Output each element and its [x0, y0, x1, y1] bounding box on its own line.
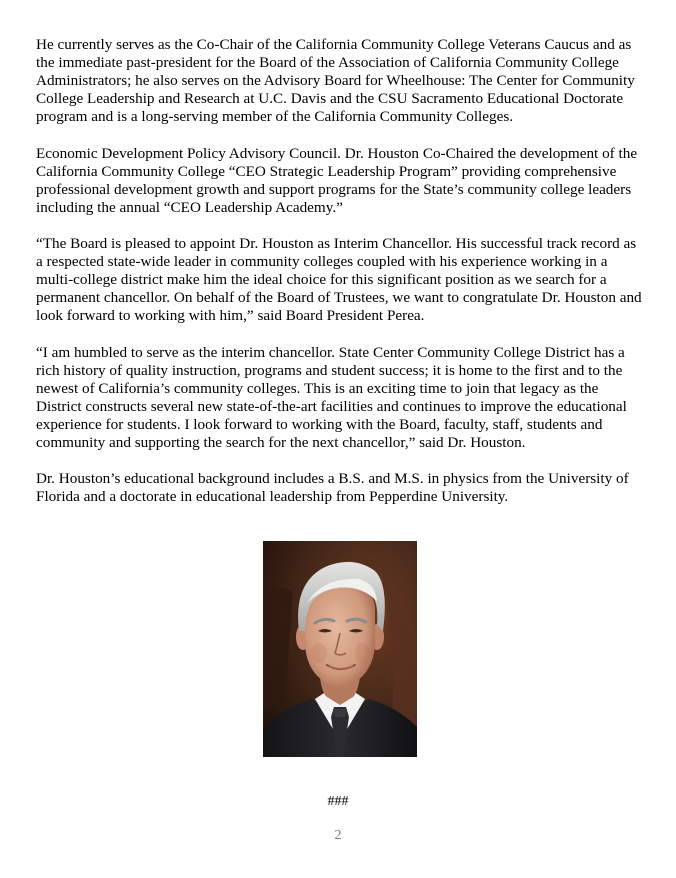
paragraph-veterans-caucus: He currently serves as the Co-Chair of the California Community College Veterans Caucus and as the immediate past-president for the Board of the Association of California Community College Administrators; he also serves on the Advisory Board for Wheelhouse: The Center for Community College Leadership and Research at U.C. Davis and the CSU Sacramento Educational Doctorate program and is a long-serving member of the California Community Colleges.: [36, 36, 635, 126]
paragraph-education: Dr. Houston’s educational background includes a B.S. and M.S. in physics from the University of Florida and a doctorate in educational leadership from Pepperdine University.: [36, 470, 629, 506]
paragraph-board-quote: “The Board is pleased to appoint Dr. Houston as Interim Chancellor. His successful track record as a respected state-wide leader in community colleges coupled with his experience working in a multi-college district make him the ideal choice for this significant position as we search for a permanent chancellor. On behalf of the Board of Trustees, we want to congratulate Dr. Houston and look forward to working with him,” said Board President Perea.: [36, 235, 642, 325]
body-text: [36, 36, 644, 525]
page-number: 2: [334, 828, 342, 843]
portrait-photo: [263, 541, 417, 757]
paragraph-economic-development: Economic Development Policy Advisory Council. Dr. Houston Co-Chaired the development of the California Community College “CEO Strategic Leadership Program” providing comprehensive professional development growth and support programs for the State’s community college leaders including the annual “CEO Leadership Academy.”: [36, 144, 638, 216]
paragraph-houston-quote: “I am humbled to serve as the interim chancellor. State Center Community College District has a rich history of quality instruction, programs and student success; it is home to the first and to the newest of California’s community colleges. This is an exciting time to join that legacy as the District constructs several new state-of-the-art facilities and continues to improve the educational experience for students. I look forward to working with the Board, faculty, staff, students and community and supporting the search for the next chancellor,” said Dr. Houston.: [36, 343, 627, 452]
end-marker: ###: [327, 794, 349, 809]
